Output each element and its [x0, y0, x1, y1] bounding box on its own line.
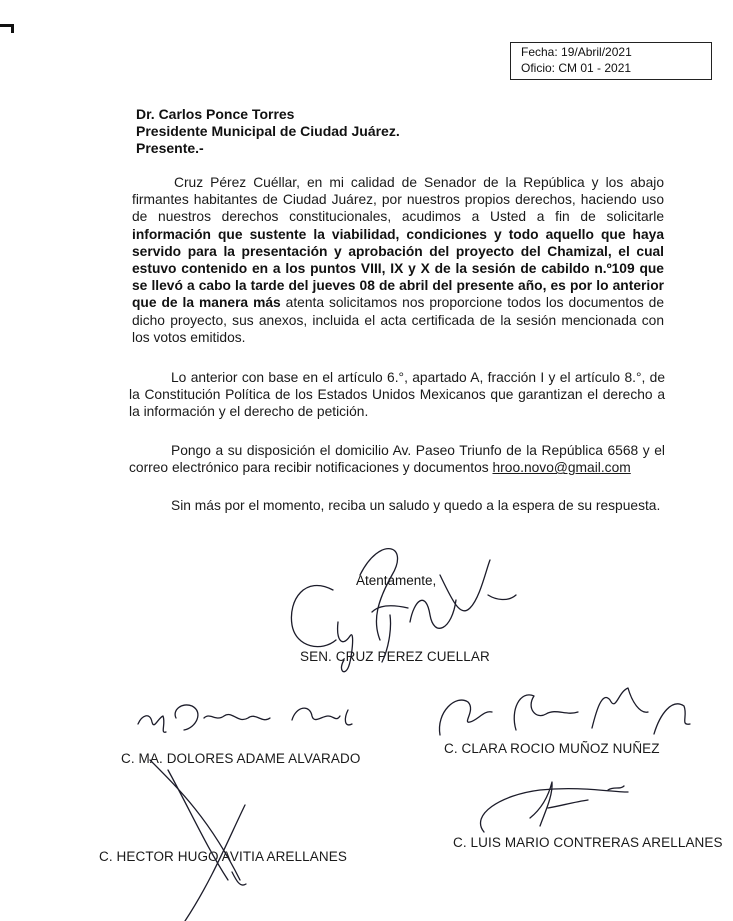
signatory-dolores-name: C. MA. DOLORES ADAME ALVARADO	[121, 751, 361, 766]
scan-corner-mark	[0, 24, 14, 33]
signature-dolores	[138, 705, 352, 732]
body-paragraph-legal-basis	[129, 369, 665, 421]
addressee-name: Dr. Carlos Ponce Torres	[136, 106, 295, 122]
reference-box	[510, 42, 712, 80]
office-number-line: Oficio: CM 01 - 2021	[521, 61, 632, 75]
signature-hector	[150, 760, 246, 921]
addressee-block	[136, 106, 400, 157]
body-paragraph-contact	[129, 442, 665, 476]
closing-salutation: Atentamente,	[356, 573, 437, 588]
legal-basis-text: Lo anterior con base en el artículo 6.°, apartado A, fracción I y el artículo 8.°, de la Constitución Política de los Estados Unidos Mexicanos que garantizan el derecho a la información y el derecho de petición.	[129, 370, 665, 420]
date-line: Fecha: 19/Abril/2021	[521, 45, 632, 59]
addressee-greeting: Presente.-	[136, 140, 204, 156]
signatory-hector-name: C. HECTOR HUGO AVITIA ARELLANES	[99, 849, 347, 864]
signature-clara	[439, 688, 690, 735]
addressee-title: Presidente Municipal de Ciudad Juárez.	[136, 123, 400, 139]
request-text-emphasis: información que sustente la viabilidad, condiciones y todo aquello que haya servido para la presentación y aprobación del proyecto del Chamizal, el cual estuvo contenido en a los puntos VIII, IX y X de la sesión de cabildo n.º109 que se llevó a cabo la tarde del jueves 08 de abril del presente año, es por lo anterior que de la manera más	[132, 226, 664, 311]
signature-luis	[481, 782, 628, 832]
request-text-closing: atenta solicitamos nos proporcione todos los documentos de dicho proyecto, sus anexos, incluida el acta certificada de la sesión mencionada con los votos emitidos.	[132, 295, 664, 345]
body-paragraph-farewell	[129, 497, 665, 514]
signatory-main-name: SEN. CRUZ PEREZ CUELLAR	[300, 649, 490, 664]
signatory-clara-name: C. CLARA ROCIO MUÑOZ NUÑEZ	[444, 741, 660, 756]
email-address: hroo.novo@gmail.com	[492, 460, 631, 476]
farewell-text: Sin más por el momento, reciba un saludo y quedo a la espera de su respuesta.	[171, 498, 661, 513]
contact-text: Pongo a su disposición el domicilio Av. Paseo Triunfo de la República 6568 y el correo electrónico para recibir notificaciones y documentos	[129, 443, 665, 476]
signatory-luis-name: C. LUIS MARIO CONTRERAS ARELLANES	[453, 835, 723, 850]
body-paragraph-request	[132, 174, 664, 346]
request-text-intro: Cruz Pérez Cuéllar, en mi calidad de Senador de la República y los abajo firmantes habitantes de Ciudad Juárez, por nuestros propios derechos, haciendo uso de nuestros derechos constitucionales, acudimos a Usted a fin de solicitarle	[132, 175, 664, 225]
